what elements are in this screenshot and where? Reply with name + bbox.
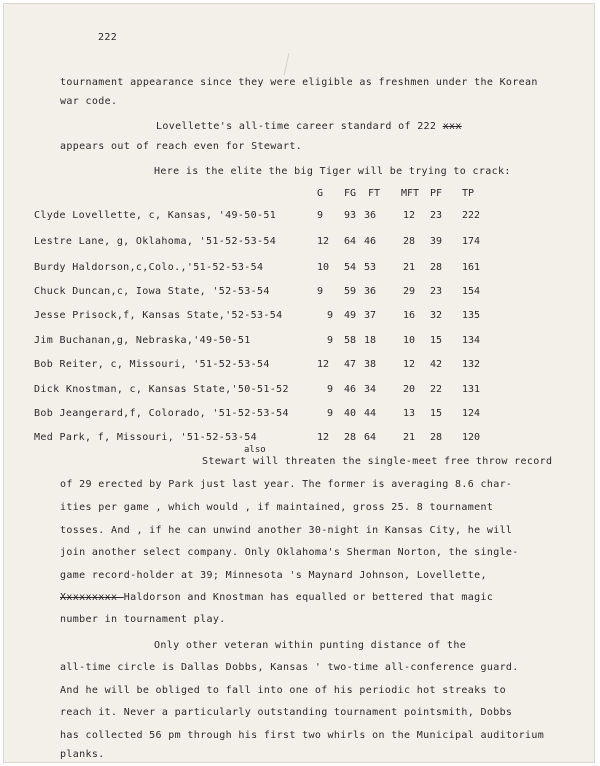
body-line-2: of 29 erected by Park just last year. The former is averaging 8.6 char- — [60, 479, 513, 490]
stat-g: 12 — [317, 359, 330, 370]
body-line-12: reach it. Never a particularly outstanding tournament pointsmith, Dobbs — [60, 707, 513, 718]
intro-line-5: Here is the elite the big Tiger will be trying to crack: — [154, 166, 511, 177]
stat-pf: 15 — [430, 408, 443, 419]
stat-ft: 46 — [364, 236, 377, 247]
body-line-8: number in tournament play. — [60, 614, 226, 625]
player-name: Chuck Duncan,c, Iowa State, '52-53-54 — [34, 286, 270, 297]
stat-pf: 22 — [430, 384, 443, 395]
pencil-mark — [284, 53, 299, 77]
stat-fg: 58 — [344, 335, 357, 346]
stat-tp: 120 — [462, 432, 481, 443]
header-g: G — [317, 188, 324, 199]
stat-ft: 44 — [364, 408, 377, 419]
stat-mft: 13 — [403, 408, 416, 419]
player-name: Dick Knostman, c, Kansas State,'50-51-52 — [34, 384, 289, 395]
stat-mft: 21 — [403, 432, 416, 443]
player-name: Clyde Lovellette, c, Kansas, '49-50-51 — [34, 210, 277, 221]
stat-mft: 10 — [403, 335, 416, 346]
stat-ft: 36 — [364, 210, 377, 221]
body-line-7 — [60, 592, 493, 604]
body-line-3: ities per game , which would , if maintained, gross 25. 8 tournament — [60, 502, 494, 513]
body-line-5: join another select company. Only Oklahoma's Sherman Norton, the single- — [60, 547, 519, 558]
strikeout-text: Xxxxxxxxx — [60, 592, 124, 603]
body-line-13: has collected 56 pm through his first two whirls on the Municipal auditorium — [60, 730, 545, 741]
stat-tp: 135 — [462, 310, 481, 321]
stat-pf: 39 — [430, 236, 443, 247]
stat-fg: 64 — [344, 236, 357, 247]
stat-fg: 40 — [344, 408, 357, 419]
header-pf: PF — [430, 188, 443, 199]
stat-pf: 28 — [430, 432, 443, 443]
insertion-also: also — [244, 445, 266, 455]
body-line-14: planks. — [60, 749, 105, 760]
stat-tp: 222 — [462, 210, 481, 221]
body-line-1: Stewart will threaten the single-meet free throw record — [202, 456, 553, 467]
intro-line-3 — [156, 121, 462, 133]
intro-line-3-text: Lovellette's all-time career standard of 222 — [156, 121, 443, 132]
player-name: Bob Reiter, c, Missouri, '51-52-53-54 — [34, 359, 270, 370]
player-name: Burdy Haldorson,c,Colo.,'51-52-53-54 — [34, 262, 264, 273]
stat-tp: 174 — [462, 236, 481, 247]
body-line-10: all-time circle is Dallas Dobbs, Kansas ' two-time all-conference guard. — [60, 662, 519, 673]
stat-fg: 54 — [344, 262, 357, 273]
stat-pf: 32 — [430, 310, 443, 321]
stat-tp: 131 — [462, 384, 481, 395]
stat-mft: 20 — [403, 384, 416, 395]
body-line-11: And he will be obliged to fall into one of his periodic hot streaks to — [60, 685, 506, 696]
stat-ft: 34 — [364, 384, 377, 395]
header-mft: MFT — [401, 188, 420, 199]
stat-g: 12 — [317, 236, 330, 247]
header-tp: TP — [462, 188, 475, 199]
stat-g: 9 — [317, 210, 324, 221]
body-line-7-text: Haldorson and Knostman has equalled or bettered that magic — [123, 592, 494, 603]
typewritten-page — [4, 4, 594, 762]
stat-ft: 38 — [364, 359, 377, 370]
intro-line-1: tournament appearance since they were eligible as freshmen under the Korean — [60, 77, 538, 88]
stat-pf: 23 — [430, 210, 443, 221]
header-ft: FT — [368, 188, 381, 199]
stat-pf: 15 — [430, 335, 443, 346]
stat-ft: 53 — [364, 262, 377, 273]
stat-ft: 64 — [364, 432, 377, 443]
strikeout-text: xxx — [442, 121, 462, 132]
stat-ft: 36 — [364, 286, 377, 297]
stat-tp: 154 — [462, 286, 481, 297]
stat-tp: 161 — [462, 262, 481, 273]
player-name: Med Park, f, Missouri, '51-52-53-54 — [34, 432, 257, 443]
stat-pf: 42 — [430, 359, 443, 370]
stat-fg: 93 — [344, 210, 357, 221]
stat-fg: 47 — [344, 359, 357, 370]
player-name: Jim Buchanan,g, Nebraska,'49-50-51 — [34, 335, 251, 346]
stat-fg: 49 — [344, 310, 357, 321]
stat-tp: 124 — [462, 408, 481, 419]
stat-mft: 28 — [403, 236, 416, 247]
stat-fg: 28 — [344, 432, 357, 443]
stat-mft: 12 — [403, 359, 416, 370]
player-name: Lestre Lane, g, Oklahoma, '51-52-53-54 — [34, 236, 277, 247]
stat-g: 9 — [317, 286, 324, 297]
stat-g: 9 — [327, 408, 334, 419]
page-number: 222 — [98, 32, 118, 43]
stat-mft: 16 — [403, 310, 416, 321]
stat-mft: 29 — [403, 286, 416, 297]
stat-mft: 12 — [403, 210, 416, 221]
stat-ft: 18 — [364, 335, 377, 346]
body-line-9: Only other veteran within punting distance of the — [154, 640, 467, 651]
stat-pf: 23 — [430, 286, 443, 297]
stat-mft: 21 — [403, 262, 416, 273]
player-name: Jesse Prisock,f, Kansas State,'52-53-54 — [34, 310, 283, 321]
stat-g: 9 — [327, 335, 334, 346]
stat-tp: 134 — [462, 335, 481, 346]
player-name: Bob Jeangerard,f, Colorado, '51-52-53-54 — [34, 408, 289, 419]
body-line-6: game record-holder at 39; Minnesota 's Maynard Johnson, Lovellette, — [60, 570, 487, 581]
stat-g: 9 — [327, 384, 334, 395]
stat-g: 12 — [317, 432, 330, 443]
stat-ft: 37 — [364, 310, 377, 321]
stat-g: 10 — [317, 262, 330, 273]
stat-fg: 46 — [344, 384, 357, 395]
intro-line-4: appears out of reach even for Stewart. — [60, 141, 303, 152]
intro-line-2: war code. — [60, 96, 118, 107]
body-line-4: tosses. And , if he can unwind another 30-night in Kansas City, he will — [60, 525, 513, 536]
header-fg: FG — [344, 188, 357, 199]
stat-pf: 28 — [430, 262, 443, 273]
stat-fg: 59 — [344, 286, 357, 297]
stat-g: 9 — [327, 310, 334, 321]
stat-tp: 132 — [462, 359, 481, 370]
